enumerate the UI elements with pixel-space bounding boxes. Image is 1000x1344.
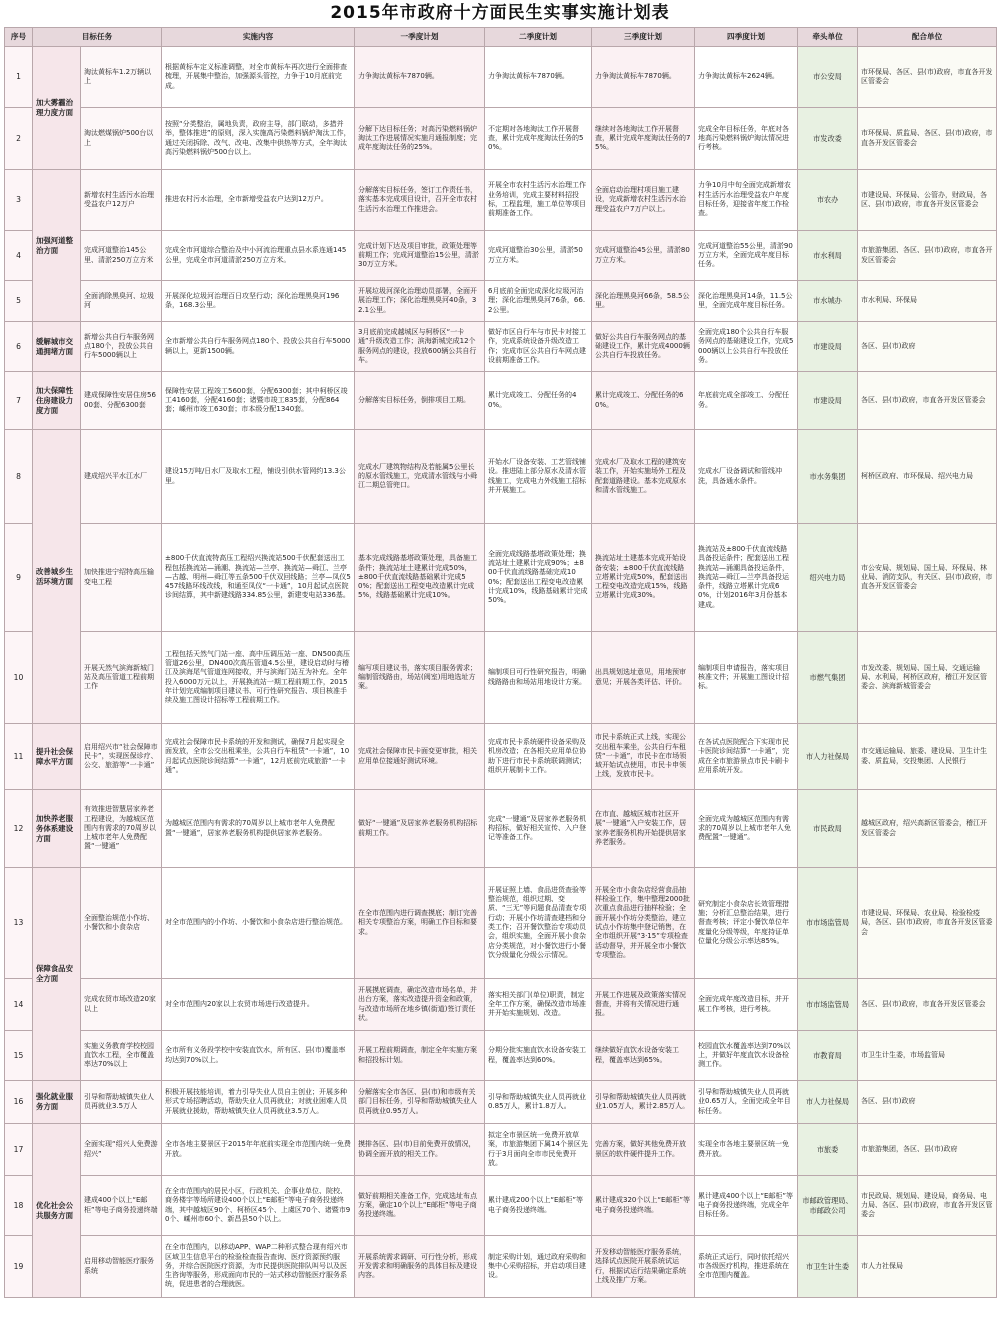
row-number: 16 [5,1081,33,1124]
row-number: 18 [5,1176,33,1236]
q1-plan: 力争淘汰黄标车7870辆。 [355,47,485,108]
q1-plan: 完成计划下达及项目审批，政策处理等前期工作；完成河道整治15公里，清淤30万立方米。 [355,231,485,281]
table-row [5,632,997,724]
lead-unit: 市教育局 [798,1031,858,1081]
q1-plan: 基本完成线路基塔政策处理，具备施工条件；换流站址土建累计完成50%，±800千伏直流线路基础累计完成50%；配套送出工程变电改造累计完成5%，线路基础累计完成10%。 [355,524,485,632]
lead-unit: 绍兴电力局 [798,524,858,632]
lead-unit: 市水务集团 [798,430,858,524]
cooperating-units: 市建设局、环保局、公管办，财政局，各区、县(市)政府，市直各开发区管委会 [858,170,997,231]
table-row [5,1236,997,1298]
table-row [5,524,997,632]
row-number: 3 [5,170,33,231]
q4-plan: 年底前完成全部竣工、分配任务。 [695,372,798,430]
category-label: 加快养老服务体系建设方面 [33,790,81,868]
cooperating-units: 市发改委、规划局、国土局、交通运输局、水利局，柯桥区政府，稽江开发区管委会、滨海新城管委会 [858,632,997,724]
q3-plan: 出具规划选址意见，用地预审意见；开展各类评估、评价。 [592,632,695,724]
target-task: 全面整治规范小作坊、小餐饮和小食杂店 [81,868,162,979]
q3-plan: 在市直、越城区城市社区开展“一键通”入户安装工作，居家养老服务机构开始提供居家养老服务。 [592,790,695,868]
q1-plan: 摸排各区、县(市)目前免费开放情况，协调全面开放的相关工作。 [355,1124,485,1176]
lead-unit: 市人力社保局 [798,724,858,790]
q3-plan: 市民卡系统正式上线，实现公交出租车乘坐，公共自行车租赁“一卡通”，市民卡在市场领域开始试点使用，市民卡申领上线，发放市民卡。 [592,724,695,790]
cooperating-units: 各区、县(市)政府 [858,322,997,372]
document-title: 2015年市政府十方面民生实事实施计划表 [330,3,670,23]
cooperating-units: 市旅游集团、各区、县(市)政府，市直各开发区管委会 [858,231,997,281]
q4-plan: 编制项目申请报告，落实项目核准文件；开展施工图设计招标。 [695,632,798,724]
implementation-content: 完成社会保障市民卡系统的开发和测试，确保7月起实现全面发放，全市公交出租乘坐，公共自行车租赁“一卡通”，10月起试点医院诊间结算“一卡通”，12月底前完成旅游“一卡通”。 [162,724,355,790]
table-row [5,322,997,372]
implementation-content: 建设15万吨/日水厂及取水工程，铺设引供水管网约13.3公里。 [162,430,355,524]
q2-plan: 制定采购计划，通过政府采购和集中心采购招标，并启动项目建设。 [485,1236,592,1298]
implementation-content: 保障性安居工程竣工5600套，分配6300套；其中柯桥区竣工4160套，分配4160套；诸暨市竣工835套，分配864套；嵊州市竣工630套；市本级分配1340套。 [162,372,355,430]
table-row [5,868,997,979]
header-q4: 四季度计划 [695,28,798,47]
target-task: 新增农村生活污水治理受益农户12万户 [81,170,162,231]
target-task: 建成400个以上“E邮柜”等电子商务投递终端 [81,1176,162,1236]
q1-plan: 开展摸底调查，确定改造市场名单，并出台方案，落实改造提升资金和政策，与改造市场所在地乡镇(街道)签订责任状。 [355,979,485,1031]
row-number: 17 [5,1124,33,1176]
implementation-content: 开展深化垃圾河治理百日攻坚行动；深化治理黑臭河196条，168.3公里。 [162,281,355,322]
cooperating-units: 各区、县(市)政府 [858,1081,997,1124]
implementation-content: 按照“分类整治，属地负责，政府主导，部门联动，多措并举，整体推进”的原则，深入实施高污染燃料锅炉淘汰工作，通过关闭拆除、改气、改电、改集中供热等方式，全年淘汰高污染燃料锅炉500台以上。 [162,108,355,170]
cooperating-units: 市卫生计生委，市场监管局 [858,1031,997,1081]
q4-plan: 深化治理黑臭河14条，11.5公里，全面完成年度目标任务。 [695,281,798,322]
q2-plan: 不定期对各地淘汰工作开展督查，累计完成年度淘汰任务的50%。 [485,108,592,170]
implementation-content: ±800千伏直流特高压工程绍兴换流站500千伏配套送出工程包括换流站—涌潮、换流站—兰亭、换流站—舜江、兰亭—古越、明州—舜江等五条500千伏双回线路；兰亭—凤仪5457线路环线改线，和通至凤仪“一卡通”，10月起试点医院诊间结算，其中新建线路334.85公里，新建变电站336基。 [162,524,355,632]
q1-plan: 分解落实目标任务，签订工作责任书，落实基本完成项目设计，召开全市农村生活污水治理工作推进会。 [355,170,485,231]
target-task: 加快推进宁绍特高压输变电工程 [81,524,162,632]
table-header-row [5,28,997,47]
cooperating-units: 市公安局、规划局、国土局、环保局、林业局、消防支队，有关区、县(市)政府，市直各开发区管委会 [858,524,997,632]
lead-unit: 市邮政管理局、市邮政公司 [798,1176,858,1236]
target-task: 完成农贸市场改造20家以上 [81,979,162,1031]
table-row [5,1031,997,1081]
header-content: 实施内容 [162,28,355,47]
q2-plan: 累计建成200个以上“E邮柜”等电子商务投递终端。 [485,1176,592,1236]
q4-plan: 完成全年目标任务，年底对各地高污染燃料锅炉淘汰情况进行考核。 [695,108,798,170]
row-number: 2 [5,108,33,170]
row-number: 14 [5,979,33,1031]
lead-unit: 市建设局 [798,322,858,372]
target-task: 启用移动智能医疗服务系统 [81,1236,162,1298]
q3-plan: 开发移动智能医疗服务系统，选择试点医院开展系统试运行，根据试运行结果确定系统上线及推广方案。 [592,1236,695,1298]
table-row [5,1081,997,1124]
target-task: 全面消除黑臭河、垃圾河 [81,281,162,322]
q4-plan: 实现全市各地主要景区统一免费开放。 [695,1124,798,1176]
row-number: 7 [5,372,33,430]
row-number: 1 [5,47,33,108]
target-task: 建成保障性安居住房5600套、分配6300套 [81,372,162,430]
lead-unit: 市市场监管局 [798,979,858,1031]
target-task: 引导和帮助城镇失业人员再就业3.5万人 [81,1081,162,1124]
q4-plan: 全面完成180个公共自行车服务网点的基础建设工作，完成5000辆以上公共自行车投放任务。 [695,322,798,372]
q3-plan: 完善方案，做好其他免费开放景区的软件硬件提升工作。 [592,1124,695,1176]
cooperating-units: 市旅游集团，各区、县(市)政府 [858,1124,997,1176]
row-number: 6 [5,322,33,372]
lead-unit: 市燃气集团 [798,632,858,724]
cooperating-units: 市建设局、环保局、农业局、检验检疫局，各区、县(市)政府，市直各开发区管委会 [858,868,997,979]
q4-plan: 研究制定小食杂店长效管理措施；分析汇总整治结果，进行督查考核；评定小餐饮单位年度量化分级等级，年度持证单位量化分级公示率达85%。 [695,868,798,979]
q2-plan: 拟定全市景区统一免费开放草案，市旅游集团下属14个景区先行于3月面向全市市民免费开放。 [485,1124,592,1176]
q2-plan: 累计完成竣工、分配任务的40%。 [485,372,592,430]
category-label: 提升社会保障水平方面 [33,724,81,790]
lead-unit: 市水城办 [798,281,858,322]
q3-plan: 累计完成竣工、分配任务的60%。 [592,372,695,430]
lead-unit: 市卫生计生委 [798,1236,858,1298]
implementation-content: 在全市范围内的居民小区，行政机关、企事业单位、院校、商务楼宇等场所建设400个以上“E邮柜”等电子商务投递终端，其中越城区90个、柯桥区45个、上虞区70个、诸暨市90个、嵊州市60个、新昌县50个以上。 [162,1176,355,1236]
target-task: 实施义务教育学校校园直饮水工程，全市覆盖率达70%以上 [81,1031,162,1081]
target-task: 新增公共自行车服务网点180个，投放公共自行车5000辆以上 [81,322,162,372]
target-task: 启用绍兴市“社会保障市民卡”，实现医保诊疗、公交、旅游等“一卡通” [81,724,162,790]
q3-plan: 累计建成320个以上“E邮柜”等电子商务投递终端。 [592,1176,695,1236]
q2-plan: 开始水厂设备安装、工艺管线铺设。推进陆上部分原水及清水管线施工，完成电力外线施工招标并开展施工。 [485,430,592,524]
implementation-content: 根据黄标车定义标准调整，对全市黄标车再次进行全面排查梳理，开展集中整治，加强源头管控，力争于10月底前完成。 [162,47,355,108]
q2-plan: 做好市区自行车与市民卡对接工作，完成系统设备升级改造工作；完成市区公共自行车网点建设前期准备工作。 [485,322,592,372]
q4-plan: 换流站及±800千伏直流线路具备投运条件；配套送出工程换流站—涌潮具备投运条件，换流站—舜江—兰亭具备投运条件，线路立塔累计完成60%，计划2016年3月份基本建成。 [695,524,798,632]
header-coop: 配合单位 [858,28,997,47]
q1-plan: 开展系统需求调研、可行性分析，形成开发需求和明确服务的具体目标及建设内容。 [355,1236,485,1298]
table-row [5,790,997,868]
lead-unit: 市水利局 [798,231,858,281]
lead-unit: 市发改委 [798,108,858,170]
implementation-content: 完成全市河道综合整治及中小河流治理重点县水系连通145公里，完成全市河道清淤250万立方米。 [162,231,355,281]
q4-plan: 累计建成400个以上“E邮柜”等电子商务投递终端，完成全年目标任务。 [695,1176,798,1236]
q1-plan: 3月底前完成越城区与柯桥区“一卡通”升级改造工作；滨海新城完成12个服务网点的建设，投放600辆公共自行车。 [355,322,485,372]
q4-plan: 引导和帮助城镇失业人员再就业0.65万人，全面完成全年目标任务。 [695,1081,798,1124]
q2-plan: 分期分批实施直饮水设备安装工程，覆盖率达到60%。 [485,1031,592,1081]
lead-unit: 市人力社保局 [798,1081,858,1124]
row-number: 9 [5,524,33,632]
q1-plan: 在全市范围内进行调查摸底；制订完善相关专项整治方案，明确工作目标和要求。 [355,868,485,979]
q1-plan: 做好“一键通”及居家养老服务机构招标前期工作。 [355,790,485,868]
cooperating-units: 市民政局、规划局、建设局，商务局、电力局、各区、县(市)政府，市直各开发区管委会 [858,1176,997,1236]
table-body [5,47,997,1298]
category-label: 加强河道整治方面 [33,170,81,322]
row-number: 13 [5,868,33,979]
implementation-content: 全市各地主要景区于2015年年底前实现全市范围内统一免费开放。 [162,1124,355,1176]
q3-plan: 开展全市小食杂店经营食品抽样检验工作，集中整理2000批次重点食品进行抽样检验；全面开展小作坊分类整治，建立试点小作坊集中登记销售，在全市组织开展“3·15”专项检查活动督导，并开展全市小餐饮专项整治。 [592,868,695,979]
q1-plan: 开展垃圾河深化治理动员部署，全面开展治理工作；深化治理黑臭河40条，32.1公里。 [355,281,485,322]
q2-plan: 引导和帮助城镇失业人员再就业0.85万人，累计1.8万人。 [485,1081,592,1124]
header-q1: 一季度计划 [355,28,485,47]
lead-unit: 市建设局 [798,372,858,430]
q1-plan: 编写项目建议书，落实项目服务需求；编制管线路由，场站(阀室)用地选址方案。 [355,632,485,724]
implementation-content: 积极开展技能培训，着力引导失业人员自主创业；开展多种形式专场招聘活动，帮助失业人员再就业；对就业困难人员开展就业援助，帮助城镇失业人员再就业3.5万人。 [162,1081,355,1124]
row-number: 12 [5,790,33,868]
category-label: 保障食品安全方面 [33,868,81,1081]
cooperating-units: 各区、县(市)政府，市直各开发区管委会 [858,372,997,430]
lead-unit: 市市场监管局 [798,868,858,979]
row-number: 10 [5,632,33,724]
table-row [5,231,997,281]
q3-plan: 做好公共自行车服务网点的基础建设工作，累计完成4000辆公共自行车投放任务。 [592,322,695,372]
q1-plan: 分解下达目标任务；对高污染燃料锅炉淘汰工作进展情况实施月通报制度；完成年度淘汰任务的25%。 [355,108,485,170]
row-number: 5 [5,281,33,322]
q2-plan: 开展全市农村生活污水治理工作业务培训，完成主要材料招投标，工程监理，施工单位等项目前期准备工作。 [485,170,592,231]
table-row [5,108,997,170]
implementation-content: 全市所有义务段学校中安装直饮水，所有区、县(市)覆盖率均达到70%以上。 [162,1031,355,1081]
header-target: 目标任务 [33,28,162,47]
row-number: 8 [5,430,33,524]
target-task: 淘汰燃煤锅炉500台以上 [81,108,162,170]
q4-plan: 全面完成为越城区范围内有需求的70周岁以上城市老年人免费配置“一键通”。 [695,790,798,868]
cooperating-units: 各区、县(市)政府，市直各开发区管委会 [858,979,997,1031]
q2-plan: 力争淘汰黄标车7870辆。 [485,47,592,108]
header-q3: 三季度计划 [592,28,695,47]
category-label: 加大保障性住房建设力度方面 [33,372,81,430]
implementation-content: 推进农村污水治理，全市新增受益农户达到12万户。 [162,170,355,231]
cooperating-units: 市人力社保局 [858,1236,997,1298]
header-seq: 序号 [5,28,33,47]
table-row [5,372,997,430]
implementation-content: 工程包括天然气门站一座、高中压调压站一座、DN500高压管道26公里，DN400次高压管道4.5公里，建设启动时与稽江及滨海尾气管道连网接收，并与滨海门站互为补充。全年投入6000万元以上，开展换流站一期工程前期工作，2015年计划完成编制项目建议书、可行性研究报告、项目核准手续及施工图设计招标等工程前期工作。 [162,632,355,724]
q4-plan: 校园直饮水覆盖率达到70%以上，并做好年度直饮水设备检测工作。 [695,1031,798,1081]
category-label: 改善城乡生活环境方面 [33,430,81,724]
target-task: 全面实现“绍兴人免费游绍兴” [81,1124,162,1176]
q2-plan: 完成河道整治30公里，清淤50万立方米。 [485,231,592,281]
cooperating-units: 市交通运输局、旅委、建设局、卫生计生委、质监局，交投集团、人民银行 [858,724,997,790]
target-task: 有效推进智慧居家养老工程建设，为越城区范围内有需求的70周岁以上城市老年人免费配置“一键通” [81,790,162,868]
lead-unit: 市农办 [798,170,858,231]
implementation-content: 对全市范围内的小作坊、小餐饮和小食杂店进行整治规范。 [162,868,355,979]
row-number: 19 [5,1236,33,1298]
table-row [5,724,997,790]
q4-plan: 全面完成年度改造目标，并开展工作考核，进行考核。 [695,979,798,1031]
q2-plan: 完成市民卡系统硬件设备采购及机房改造；在各相关应用单位协助下进行市民卡系统联调测试；组织开展制卡工作。 [485,724,592,790]
implementation-content: 在全市范围内，以移动APP、WAP二种形式整合现有绍兴市区域卫生信息平台的检验检查报告查询、医疗资源预约服务，并综合医院医疗资源，为市民提供医院排队叫号以及医生咨询等服务，形成面向市民的一站式移动智能医疗服务系统，促进患者的合理就医。 [162,1236,355,1298]
q3-plan: 引导和帮助城镇失业人员再就业1.05万人，累计2.85万人。 [592,1081,695,1124]
implementation-content: 对全市范围内20家以上农贸市场进行改造提升。 [162,979,355,1031]
q2-plan: 编制项目可行性研究报告，明确线路路由和场站用地设计方案。 [485,632,592,724]
table-row [5,1176,997,1236]
category-label: 优化社会公共服务方面 [33,1124,81,1298]
q3-plan: 开展工作进展及政策落实情况督查，并将有关情况进行通报。 [592,979,695,1031]
cooperating-units: 柯桥区政府、市环保局、绍兴电力局 [858,430,997,524]
cooperating-units: 市环保局、各区、县(市)政府，市直各开发区管委会 [858,47,997,108]
implementation-content: 全市新增公共自行车服务网点180个、投放公共自行车5000辆以上，更新1500辆。 [162,322,355,372]
q3-plan: 全面启动治理村项目施工建设，完成新增农村生活污水治理受益农户7万户以上。 [592,170,695,231]
q3-plan: 深化治理黑臭河66条，58.5公里。 [592,281,695,322]
q2-plan: 开展证照上墙、食品进货查验等整治规范，组织过期、变质、“三无”等问题食品清查专项行动；开展小作坊清查建档和分类工作；召开餐饮整治专项动员会，组织实施，全面开展小食杂店分类规范，对小餐饮进行小餐饮分级量化分级公示情况。 [485,868,592,979]
q1-plan: 做好前期相关准备工作，完成选址布点方案，确定10个以上“E邮柜”等电子商务投递终端。 [355,1176,485,1236]
target-task: 完成河道整治145公里、清淤250万立方米 [81,231,162,281]
table-row [5,979,997,1031]
q2-plan: 完成“一键通”及居家养老服务机构招标，做好相关宣传、入户登记等准备工作。 [485,790,592,868]
q1-plan: 完成水厂建筑物结构及若能属5公里长的原水管线施工，完成清水管线与小舜江二期总管兜口。 [355,430,485,524]
lead-unit: 市公安局 [798,47,858,108]
q3-plan: 完成水厂及取水工程的建筑安装工作，开始实施场外工程及配套道路建设。基本完成原水和清水管线施工。 [592,430,695,524]
q1-plan: 完成社会保障市民卡面变更审批，相关应用单位接通好测试环境。 [355,724,485,790]
lead-unit: 市民政局 [798,790,858,868]
row-number: 4 [5,231,33,281]
q1-plan: 开展工程前期调查，制定全年实施方案和招投标计划。 [355,1031,485,1081]
cooperating-units: 市环保局、质监局、各区、县(市)政府，市直各开发区管委会 [858,108,997,170]
table-row [5,47,997,108]
q4-plan: 系统正式运行，同时依托绍兴市各级医疗机构，推进系统在全市范围内覆盖。 [695,1236,798,1298]
category-label: 强化就业服务方面 [33,1081,81,1124]
lead-unit: 市旅委 [798,1124,858,1176]
row-number: 11 [5,724,33,790]
header-lead: 牵头单位 [798,28,858,47]
q3-plan: 继续做好直饮水设备安装工程，覆盖率达到65%。 [592,1031,695,1081]
q4-plan: 力争淘汰黄标车2624辆。 [695,47,798,108]
plan-table [4,27,997,1298]
q4-plan: 完成河道整治55公里，清淤90万立方米，全面完成年度目标任务。 [695,231,798,281]
q1-plan: 分解落实目标任务，倒排项目工期。 [355,372,485,430]
category-label: 缓解城市交通拥堵方面 [33,322,81,372]
q4-plan: 完成水厂设备调试和管线冲洗，具备通水条件。 [695,430,798,524]
table-row [5,281,997,322]
q2-plan: 全面完成线路基塔政策处理；换流站址土建累计完成90%；±800千伏直流线路基础完成100%；配套送出工程变电改造累计完成10%，线路基础累计完成50%。 [485,524,592,632]
q1-plan: 分解落实全市各区、县(市)和市级有关部门目标任务，引导和帮助城镇失业人员再就业0.95万人。 [355,1081,485,1124]
category-label: 加大雾霾治理力度方面 [33,47,81,170]
cooperating-units: 越城区政府，绍兴高新区管委会，稽江开发区管委会 [858,790,997,868]
header-q2: 二季度计划 [485,28,592,47]
q4-plan: 在各试点医院配合下实现市民卡医院诊间结算“一卡通”，完成在全市旅游景点市民卡刷卡应用系统开发。 [695,724,798,790]
target-task: 淘汰黄标车1.2万辆以上 [81,47,162,108]
q4-plan: 力争10月中旬全面完成新增农村生活污水治理受益农户年度目标任务，迎接省年度工作检查。 [695,170,798,231]
q2-plan: 6月底前全面完成深化垃圾河治理；深化治理黑臭河76条，66.2公里。 [485,281,592,322]
target-task: 建成绍兴平水江水厂 [81,430,162,524]
table-row [5,170,997,231]
q3-plan: 力争淘汰黄标车7870辆。 [592,47,695,108]
q3-plan: 完成河道整治45公里，清淤80万立方米。 [592,231,695,281]
q2-plan: 落实相关部门(单位)职责，制定全年工作方案，确保改造市场准并开始实施规划、改造。 [485,979,592,1031]
cooperating-units: 市水利局、环保局 [858,281,997,322]
q3-plan: 换流站址土建基本完成开始设备安装；±800千伏直流线路立塔累计完成50%，配套送出工程变电改造完成15%，线路立塔累计完成30%。 [592,524,695,632]
table-row [5,430,997,524]
implementation-content: 为越城区范围内有需求的70周岁以上城市老年人免费配置“一键通”，居家养老服务机构提供居家养老服务。 [162,790,355,868]
q3-plan: 继续对各地淘汰工作开展督查，累计完成年度淘汰任务的75%。 [592,108,695,170]
table-row [5,1124,997,1176]
target-task: 开展天然气滨海新城门站及高压管道工程前期工作 [81,632,162,724]
row-number: 15 [5,1031,33,1081]
